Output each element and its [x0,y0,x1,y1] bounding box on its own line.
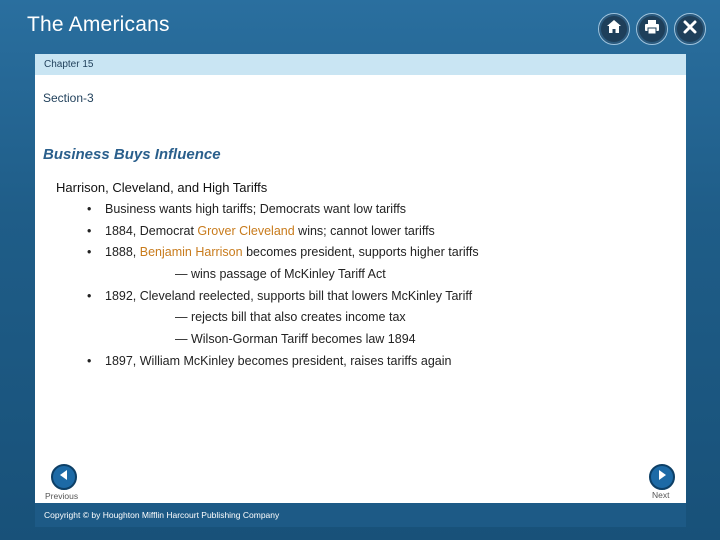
list-item: • 1888, Benjamin Harrison becomes president, supports higher tariffs [87,245,479,259]
copyright-text: Copyright © by Houghton Mifflin Harcourt Publishing Company [44,510,280,520]
print-button[interactable] [636,13,668,45]
print-icon [643,18,661,41]
home-button[interactable] [598,13,630,45]
home-icon [605,18,623,41]
bullet-icon: • [87,354,92,368]
bullet-icon: • [87,245,92,259]
list-item: • Business wants high tariffs; Democrats want low tariffs [87,202,407,216]
previous-button[interactable] [51,464,77,490]
highlight-name: Grover Cleveland [197,224,295,238]
highlight-name: Benjamin Harrison [139,245,243,259]
slide-title: Business Buys Influence [43,146,221,163]
sub-item: — wins passage of McKinley Tariff Act [175,267,386,281]
footer-bar [35,503,686,527]
sub-item: — Wilson-Gorman Tariff becomes law 1894 [175,332,416,346]
close-button[interactable] [674,13,706,45]
arrow-left-icon [58,468,70,486]
arrow-right-icon [656,468,668,486]
next-label[interactable]: Next [652,490,670,500]
slide-heading: Harrison, Cleveland, and High Tariffs [56,180,268,195]
close-icon [681,18,699,41]
list-item: • 1884, Democrat Grover Cleveland wins; cannot lower tariffs [87,224,435,238]
previous-label[interactable]: Previous [45,491,79,501]
bullet-icon: • [87,289,92,303]
slide-content [35,75,686,503]
chapter-bar [35,54,686,75]
app-title: The Americans [27,13,170,36]
bullet-icon: • [87,202,92,216]
bullet-icon: • [87,224,92,238]
section-label: Section-3 [43,91,94,105]
top-toolbar [598,13,706,45]
list-item: • 1897, William McKinley becomes president, raises tariffs again [87,354,452,368]
chapter-label: Chapter 15 [44,59,94,70]
next-button[interactable] [649,464,675,490]
sub-item: — rejects bill that also creates income tax [175,310,406,324]
list-item: • 1892, Cleveland reelected, supports bill that lowers McKinley Tariff [87,289,473,303]
